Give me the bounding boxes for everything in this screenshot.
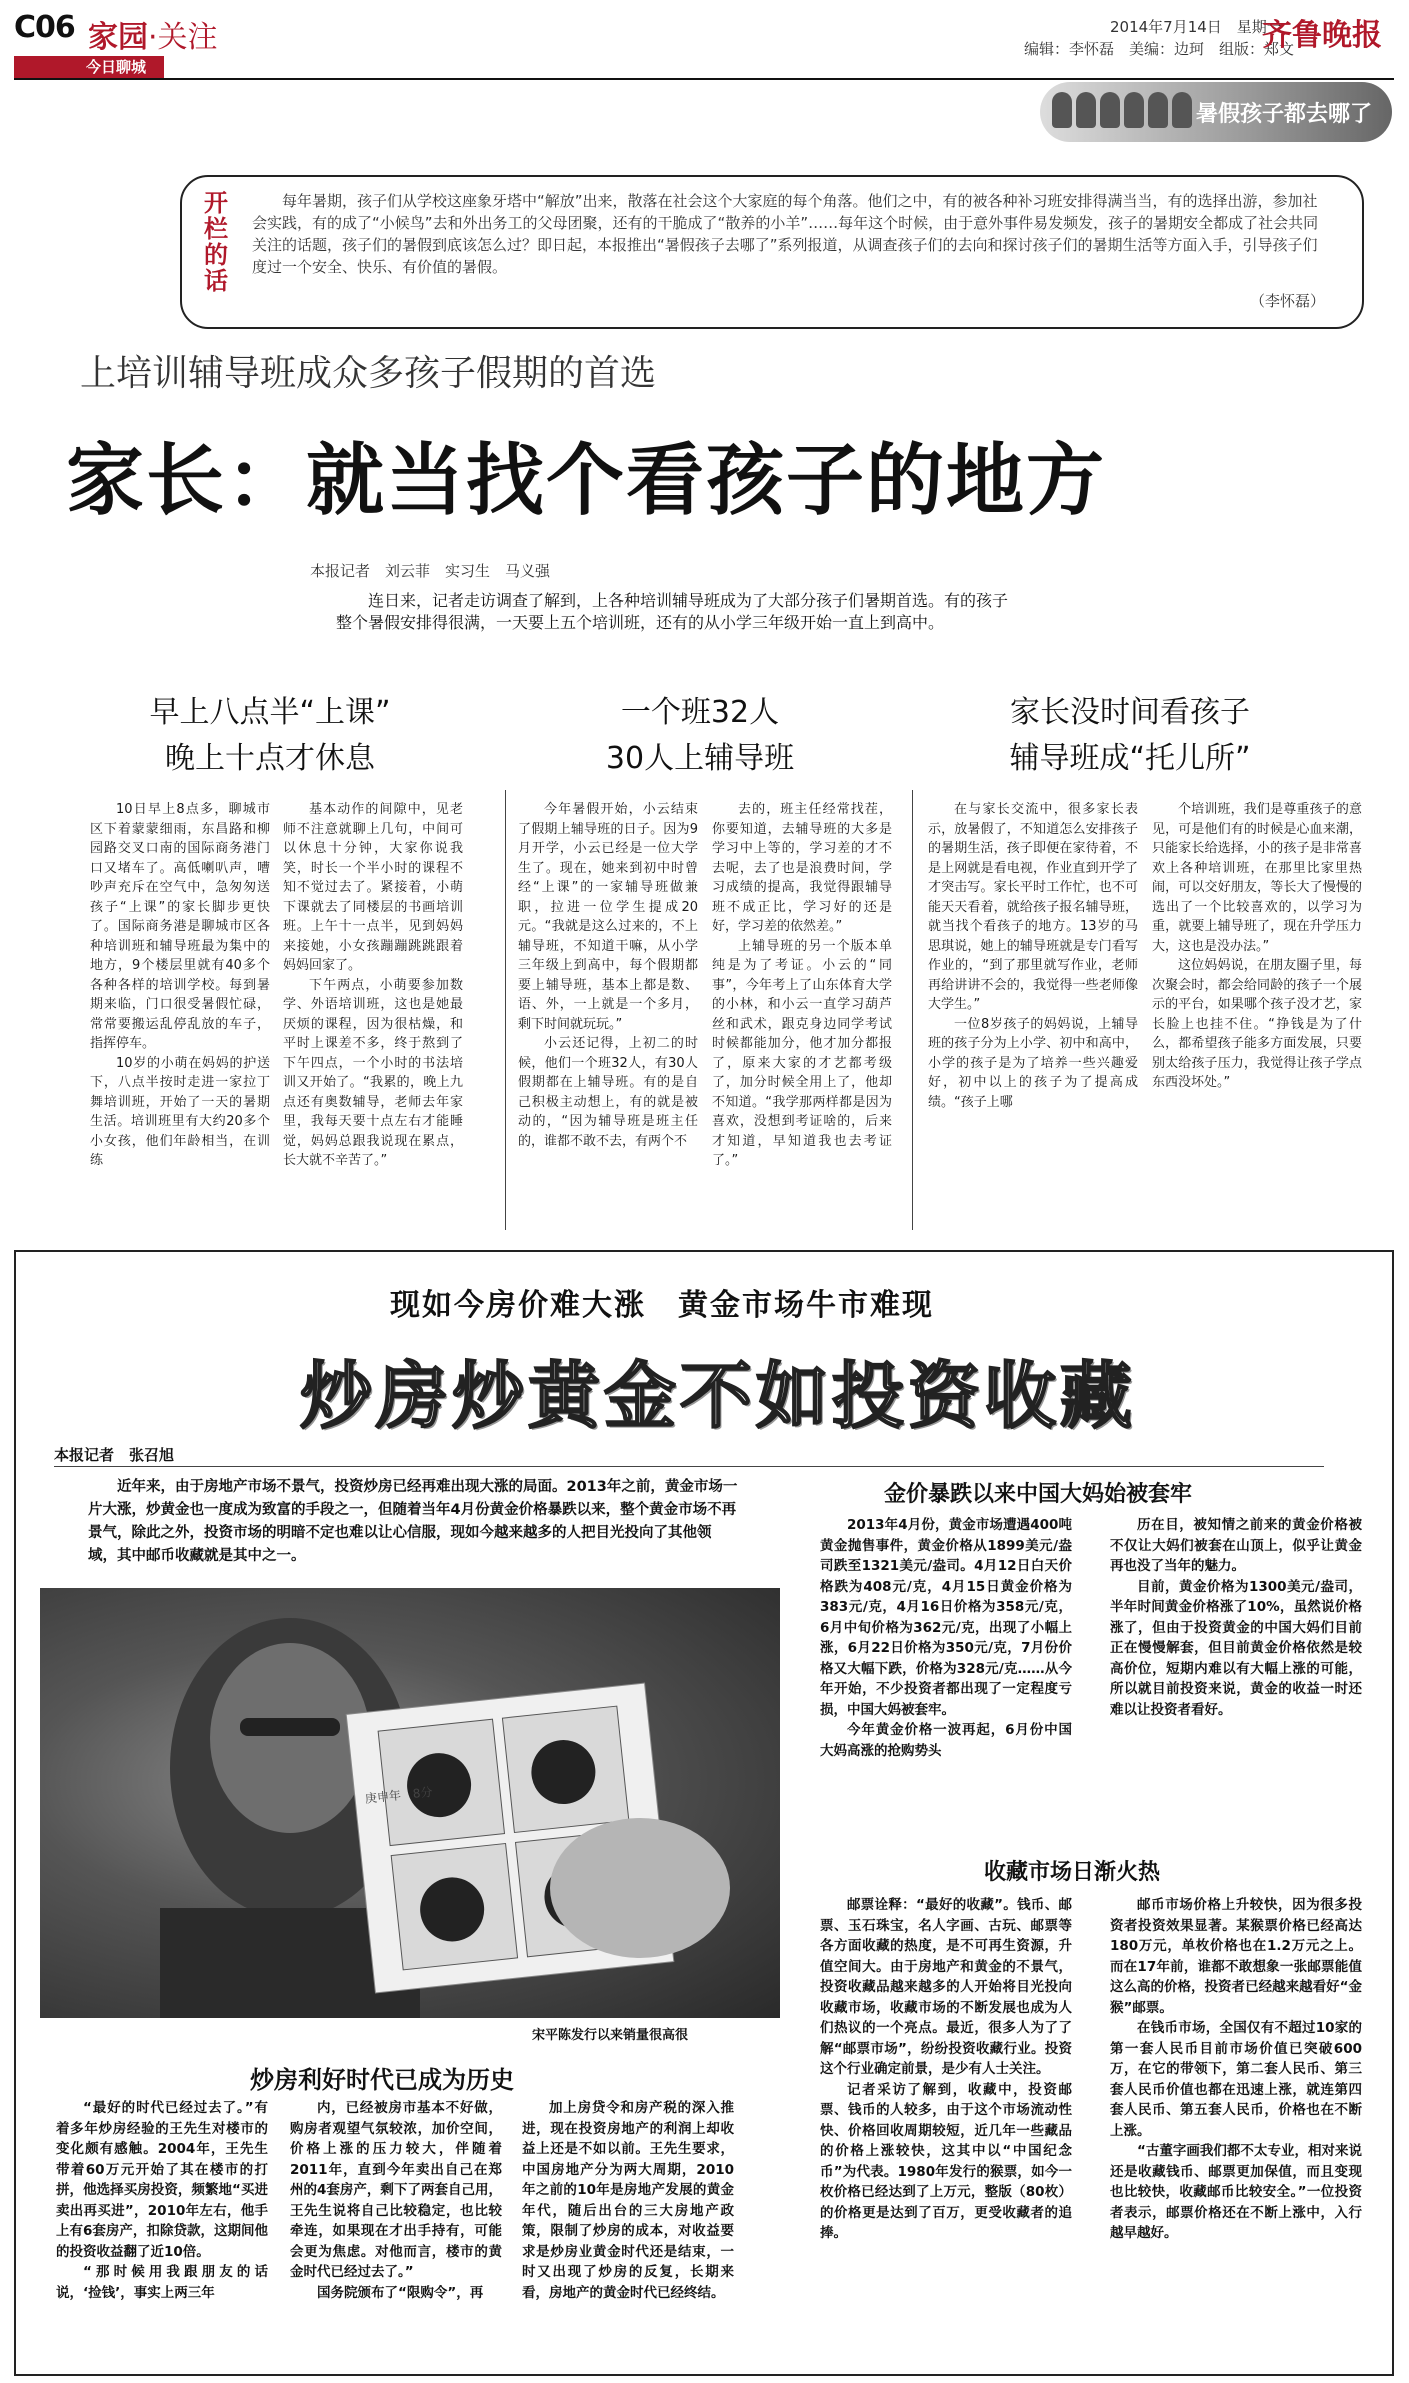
paragraph: 今年暑假开始，小云结束了假期上辅导班的日子。因为9月开学，小云已经是一位大学生了。现在，她来到初中时曾经“上课”的一家辅导班做兼职，拉进一位学生提成20元。“我就是这么过来的，不上辅导班，不知道干嘛，从小学三年级上到高中，每个假期都要上辅导班，基本上都是数、语、外，一上就是一个多月，剩下时间就玩玩。” — [518, 802, 698, 1032]
bottom-left-column-3 — [522, 2098, 734, 2360]
subhead-line: 一个班32人 — [620, 695, 780, 730]
paragraph: 10岁的小萌在妈妈的护送下，八点半按时走进一家拉丁舞培训班，开始了一天的暑期生活。培训班里有大约20多个小女孩，他们年龄相当，在训练 — [90, 1055, 270, 1168]
byline-rule — [54, 1466, 1324, 1467]
top-story-byline: 本报记者 刘云菲 实习生 马义强 — [310, 562, 551, 580]
top-column-3 — [518, 800, 698, 1220]
paragraph: 这位妈妈说，在朋友圈子里，每次聚会时，都会给同龄的孩子一个展示的平台，如果哪个孩子没才艺，家长脸上也挂不住。“挣钱是为了什么，都希望孩子能多方面发展，只要别太给孩子压力，我觉得让孩子学点东西没坏处。” — [1152, 958, 1362, 1090]
paragraph: 加上房贷令和房产税的深入推进，现在投资房地产的利润上却收益上还是不如以前。王先生要求，中国房地产分为两大周期，2010年之前的10年是房地产发展的黄金年代，随后出台的三大房地产政策，限制了炒房的成本，对收益要求是炒房业黄金时代还是结束，一时又出现了炒房的反复，长期来看，房地产的黄金时代已经终结。 — [522, 2100, 734, 2301]
bottom-left-column-1 — [56, 2098, 268, 2360]
bottom-story-kicker: 现如今房价难大涨 黄金市场牛市难现 — [390, 1288, 934, 1323]
subhead-line: 辅导班成“托儿所” — [1009, 741, 1251, 776]
subhead-daycare — [910, 690, 1350, 782]
paragraph: 历在目，被知情之前来的黄金价格被不仅让大妈们被套在山顶上，似乎让黄金再也没了当年的魅力。 — [1110, 1517, 1362, 1574]
paragraph: 邮币市场价格上升较快，因为很多投资者投资效果显著。某猴票价格已经高达180万元，单枚价格也在1.2万元之上。而在17年前，谁都不敢想象一张邮票能值这么高的价格，投资者已经越来越看好“金猴”邮票。 — [1110, 1897, 1362, 2016]
paragraph: 下午两点，小萌要参加数学、外语培训班，这也是她最厌烦的课程，因为很枯燥，和平时上课差不多，终于熬到了下午四点，一个小时的书法培训又开始了。“我累的，晚上九点还有奥数辅导，老师去年家里，我每天要十点左右才能睡觉，妈妈总跟我说现在累点，长大就不辛苦了。” — [283, 977, 463, 1168]
paragraph: 记者采访了解到，收藏中，投资邮票、钱币的人较多，由于这个市场流动性快、价格回收周期较短，近几年一些藏品的价格上涨较快，这其中以“中国纪念币”为代表。1980年发行的猴票，如今一枚价格已经达到了上万元，整版（80枚）的价格更是达到了百万，更受收藏者的追捧。 — [820, 2081, 1072, 2241]
top-column-6 — [1152, 800, 1362, 1220]
editor-credits: 编辑：李怀磊 美编：边珂 组版：郑文 — [1024, 40, 1295, 58]
collector-stamp-illustration — [40, 1588, 780, 2018]
paragraph: 国务院颁布了“限购令”，再 — [317, 2284, 484, 2301]
bottom-left-column-2 — [290, 2098, 502, 2360]
stamp-photo — [40, 1588, 780, 2018]
subhead-housing: 炒房利好时代已成为历史 — [250, 2066, 514, 2094]
paragraph: 邮票诠释：“最好的收藏”。钱币、邮票、玉石珠宝，名人字画、古玩、邮票等各方面收藏的热度，是不可再生资源，升值空间大。由于房地产和黄金的不景气，投资收藏品越来越多的人开始将目光投向收藏市场，收藏市场的不断发展也成为人们热议的一个亮点。最近，很多人为了了解“邮票市场”，纷纷投资收藏行业。投资这个行业确定前景，是少有人士关注。 — [820, 1897, 1072, 2077]
subhead-line: 家长没时间看孩子 — [1010, 695, 1250, 730]
paragraph: 在钱币市场，全国仅有不超过10家的第一套人民币目前市场价值已突破600万，在它的带领下，第二套人民币、第三套人民币价值也都在迅速上涨，就连第四套人民币、第五套人民币，价格也在不断上涨。 — [1110, 2020, 1362, 2139]
top-column-2 — [283, 800, 463, 1220]
paragraph: 个培训班，我们是尊重孩子的意见，可是他们有的时候是心血来潮，只能家长给选择，小的孩子是非常喜欢上各种培训班，在那里比家里热闹，可以交好朋友，等长大了慢慢的选出了一个比较喜欢的，以学习为重，就要上辅导班了，现在升学压力大，这也是没办法。” — [1152, 802, 1362, 954]
stamp-text: 庚申年 8分 — [364, 1784, 434, 1806]
paragraph: “那时候用我跟朋友的话说，‘捡钱’，事实上两三年 — [56, 2264, 268, 2301]
bottom-story-byline: 本报记者 张召旭 — [54, 1446, 175, 1464]
subhead-gold: 金价暴跌以来中国大妈始被套牢 — [884, 1482, 1193, 1507]
top-column-5 — [928, 800, 1138, 1220]
section-subtitle: ·关注 — [148, 20, 218, 55]
subhead-line: 晚上十点才休息 — [165, 741, 375, 776]
section-title — [88, 12, 218, 56]
subhead-line: 早上八点半“上课” — [149, 695, 391, 730]
column-divider — [912, 790, 913, 1230]
page-number: C06 — [14, 10, 75, 45]
top-column-4 — [712, 800, 892, 1220]
top-story-lead: 连日来，记者走访调查了解到，上各种培训辅导班成为了大部分孩子们暑期首选。有的孩子整个暑假安排得很满，一天要上五个培训班，还有的从小学三年级开始一直上到高中。 — [336, 591, 1009, 632]
series-badge-label: 暑假孩子都去哪了 — [1195, 101, 1372, 127]
subhead-collecting: 收藏市场日渐火热 — [984, 1860, 1161, 1885]
collect-column-1 — [820, 1895, 1072, 2360]
paragraph: 10日早上8点多，聊城市区下着蒙蒙细雨，东昌路和柳园路交叉口南的国际商务港门口又堵车了。高低喇叭声，嘈吵声充斥在空气中，急匆匆送孩子“上课”的家长脚步更快了。国际商务港是聊城市区各种培训班和辅导班最为集中的地方，9个楼层里就有40多个各种各样的培训学校。每到暑期来临，门口很受暑假忙碌，常常要搬运乱停乱放的车子，指挥停车。 — [90, 802, 270, 1051]
intro-text: 每年暑期，孩子们从学校这座象牙塔中“解放”出来，散落在社会这个大家庭的每个角落。他们之中，有的被各种补习班安排得满当当，有的选择出游，参加社会实践，有的成了“小候鸟”去和外出务工的父母团聚，还有的干脆成了“散养的小羊”……每年这个时候，由于意外事件易发频发，孩子的暑期安全都成了社会共同关注的话题，孩子们的暑假到底该怎么过？即日起，本报推出“暑假孩子去哪了”系列报道，从调查孩子们的去向和探讨孩子们的暑期生活等方面入手，引导孩子们度过一个安全、快乐、有价值的暑假。 — [252, 192, 1319, 276]
top-story-kicker: 上培训辅导班成众多孩子假期的首选 — [80, 353, 657, 394]
local-edition-bar: 今日聊城 — [14, 56, 164, 78]
gold-column-2 — [1110, 1515, 1362, 1820]
subhead-line: 30人上辅导班 — [605, 741, 795, 776]
paragraph: 一位8岁孩子的妈妈说，上辅导班的孩子分为上小学、初中和高中，小学的孩子是为了培养一些兴趣爱好，初中以上的孩子为了提高成绩。“孩子上哪 — [928, 1016, 1138, 1110]
top-story-headline: 家长：就当找个看孩子的地方 — [66, 436, 1107, 526]
paragraph: 目前，黄金价格为1300美元/盎司，半年时间黄金价格涨了10%，虽然说价格涨了，但由于投资黄金的中国大妈们目前正在慢慢解套，但目前黄金价格依然是较高价位，短期内难以有大幅上涨的可能，所以就目前投资来说，黄金的收益一时还难以让投资者看好。 — [1110, 1578, 1362, 1718]
header-rule — [14, 78, 1394, 80]
issue-date: 2014年7月14日 星期一 — [1110, 18, 1282, 36]
bottom-story-lead: 近年来，由于房地产市场不景气，投资炒房已经再难出现大涨的局面。2013年之前，黄金市场一片大涨，炒黄金也一度成为致富的手段之一，但随着当年4月份黄金价格暴跌以来，整个黄金市场不再景气，除此之外，投资市场的明暗不定也难以让心信服，现如今越来越多的人把目光投向了其他领域，其中邮币收藏就是其中之一。 — [88, 1479, 738, 1564]
subhead-morning-class — [70, 690, 470, 782]
newspaper-logo: 齐鲁晚报 — [1262, 18, 1382, 53]
photo-caption: 宋平陈发行以来销量很高很 — [532, 2028, 689, 2043]
intro-label: 开栏的话 — [204, 189, 228, 295]
paragraph: 今年黄金价格一波再起，6月份中国大妈高涨的抢购势头 — [820, 1722, 1072, 1759]
top-column-1 — [90, 800, 270, 1220]
paragraph: 在与家长交流中，很多家长表示，放暑假了，不知道怎么安排孩子的暑期生活，孩子即便在家待着，不是上网就是看电视，作业直到开学了才突击写。家长平时工作忙，也不可能天天看着，就给孩子报名辅导班，就当找个看孩子的地方。13岁的马思琪说，她上的辅导班就是专门看写作业的，“到了那里就写作业，老师再给讲讲不会的，我觉得一些老师像大学生。” — [928, 802, 1138, 1012]
collect-column-2 — [1110, 1895, 1362, 2360]
intro-author: （李怀磊） — [1250, 292, 1326, 310]
subhead-class-32 — [500, 690, 900, 782]
gold-column-1 — [820, 1515, 1072, 1820]
paragraph: 基本动作的间隙中，见老师不注意就聊上几句，中间可以休息十分钟，大家你说我笑，时长一个半小时的课程不知不觉过去了。紧接着，小萌下课就去了同楼层的书画培训班。上午十一点半，见到妈妈来接她，小女孩蹦蹦跳跳跟着妈妈回家了。 — [283, 802, 463, 973]
paragraph: 内，已经被房市基本不好做，购房者观望气氛较浓，加价空间，价格上涨的压力较大，伴随着2011年，直到今年卖出自己在郑州的4套房产，剩下了两套自己用，王先生说将自己比较稳定，也比较牵连，如果现在才出手持有，可能会更为焦虑。对他而言，楼市的黄金时代已经过去了。” — [290, 2100, 502, 2280]
column-divider — [505, 790, 506, 1230]
section-name: 家园 — [88, 20, 148, 55]
children-illustration-icon — [1052, 92, 1192, 128]
paragraph: 小云还记得，上初二的时候，他们一个班32人，有30人假期都在上辅导班。有的是自己积极主动想上，有的就是被动的，“因为辅导班是班主任的，谁都不敢不去，有两个不 — [518, 1036, 698, 1149]
series-badge — [1040, 82, 1392, 142]
paragraph: “最好的时代已经过去了。”有着多年炒房经验的王先生对楼市的变化颇有感触。2004年，王先生带着60万元开始了其在楼市的打拼，他选择买房投资，频繁地“买进卖出再买进”，2010年左右，他手上有6套房产，扣除贷款，这期间他的投资收益翻了近10倍。 — [56, 2100, 268, 2260]
paragraph: 2013年4月份，黄金市场遭遇400吨黄金抛售事件，黄金价格从1899美元/盎司跌至1321美元/盎司。4月12日白天价格跌为408元/克，4月15日黄金价格为383元/克，4月16日价格为358元/克，6月中旬价格为362元/克，出现了小幅上涨，6月22日价格为350元/克，7月份价格又大幅下跌，价格为328元/克……从今年开始，不少投资者都出现了一定程度亏损，中国大妈被套牢。 — [820, 1517, 1072, 1718]
bottom-story-headline: 炒房炒黄金不如投资收藏 — [300, 1354, 1137, 1438]
paragraph: 上辅导班的另一个版本单纯是为了考证。小云的“同事”，今年考上了山东体育大学的小林，和小云一直学习葫芦丝和武术，跟克身边同学考试时候都能加分，他才加分都报了，原来大家的才艺都考级了，加分时候全用上了，他却不知道。“我学那两样都是因为喜欢，没想到考证啥的，后来才知道，早知道我也去考证了。” — [712, 938, 892, 1168]
paragraph: “古董字画我们都不太专业，相对来说还是收藏钱币、邮票更加保值，而且变现也比较快，收藏邮币比较安全。”一位投资者表示，邮票价格还在不断上涨中，入行越早越好。 — [1110, 2143, 1362, 2241]
paragraph: 去的，班主任经常找茬，你要知道，去辅导班的大多是学习中上等的，学习差的才不去呢，去了也是浪费时间，学习成绩的提高，我觉得跟辅导班不成正比，学习好的还是好，学习差的依然差。” — [712, 802, 892, 934]
